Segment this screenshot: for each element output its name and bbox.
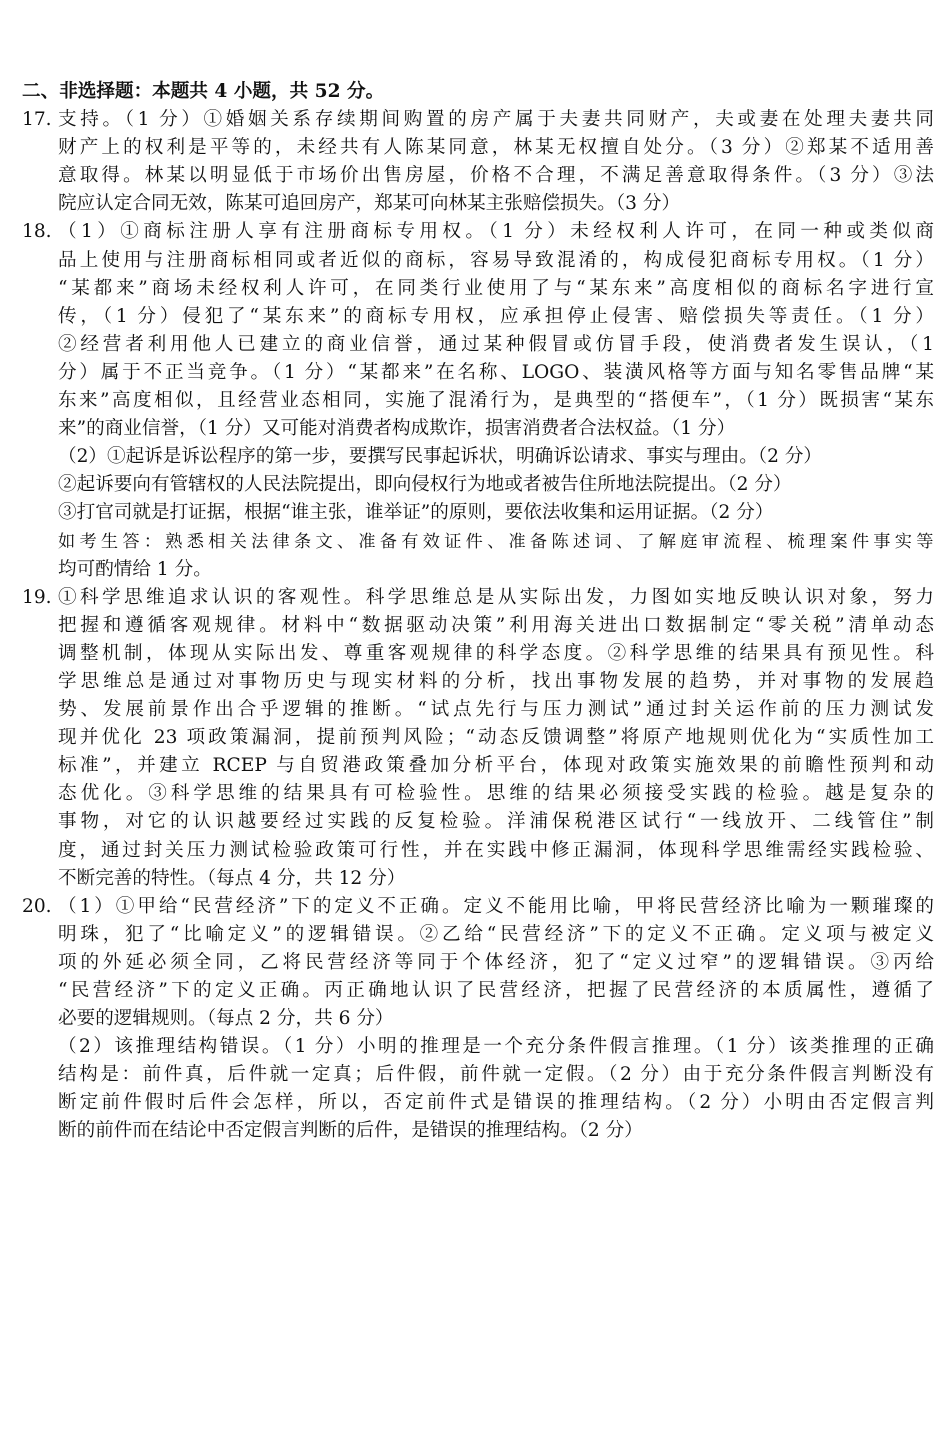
answer-line: 财产上的权利是平等的，未经共有人陈某同意，林某无权擅自处分。（3 分）②郑某不适用善: [58, 137, 934, 159]
answer-line: 断定前件假时后件会怎样，所以，否定前件式是错误的推理结构。（2 分）小明由否定假言判: [58, 1092, 934, 1114]
answer-line: 势、发展前景作出合乎逻辑的推断。“试点先行与压力测试”通过封关运作前的压力测试发: [58, 699, 934, 721]
question-number: 18.: [22, 221, 52, 243]
answer-line: （1）①商标注册人享有注册商标专用权。（1 分）未经权利人许可，在同一种或类似商: [58, 221, 934, 243]
answer-line: “某都来”商场未经权利人许可，在同类行业使用了与“某东来”高度相似的商标名字进行宣: [58, 277, 934, 299]
answer-line: 品上使用与注册商标相同或者近似的商标，容易导致混淆的，构成侵犯商标专用权。（1 分）: [58, 249, 934, 271]
answer-line: 标准”，并建立 RCEP 与自贸港政策叠加分析平台，体现对政策实施效果的前瞻性预判和动: [58, 755, 934, 777]
answer-line: 东来”高度相似，且经营业态相同，实施了混淆行为，是典型的“搭便车”，（1 分）既损害“某东: [58, 390, 934, 412]
answer-line: ③打官司就是打证据，根据“谁主张，谁举证”的原则，要依法收集和运用证据。（2 分）: [58, 502, 774, 524]
answer-line: （1）①甲给“民营经济”下的定义不正确。定义不能用比喻，甲将民营经济比喻为一颗璀璨的: [58, 895, 934, 917]
question-19: [22, 584, 934, 893]
section-title: 二、非选择题：本题共 4 小题，共 52 分。: [22, 81, 385, 102]
answer-line: 院应认定合同无效，陈某可追回房产，郑某可向林某主张赔偿损失。（3 分）: [58, 193, 681, 215]
answer-line: 不断完善的特性。（每点 4 分，共 12 分）: [58, 867, 406, 889]
scoring-note-line: 如考生答：熟悉相关法律条文、准备有效证件、准备陈述词、了解庭审流程、梳理案件事实等: [58, 531, 934, 552]
answer-line: ①科学思维追求认识的客观性。科学思维总是从实际出发，力图如实地反映认识对象，努力: [58, 586, 934, 608]
answer-line: 来”的商业信誉，（1 分）又可能对消费者构成欺诈，损害消费者合法权益。（1 分）: [58, 418, 736, 440]
answer-line: 断的前件而在结论中否定假言判断的后件，是错误的推理结构。（2 分）: [58, 1120, 643, 1142]
answer-line: 把握和遵循客观规律。材料中“数据驱动决策”利用海关进出口数据制定“零关税”清单动态: [58, 614, 934, 636]
answer-line: 支持。（1 分）①婚姻关系存续期间购置的房产属于夫妻共同财产，夫或妻在处理夫妻共同: [58, 109, 934, 131]
answer-line: 事物，对它的认识越要经过实践的反复检验。洋浦保税港区试行“一线放开、二线管住”制: [58, 811, 934, 833]
question-20: [22, 893, 934, 1146]
answer-line: 必要的逻辑规则。（每点 2 分，共 6 分）: [58, 1008, 394, 1030]
answer-line: 传，（1 分）侵犯了“某东来”的商标专用权，应承担停止侵害、赔偿损失等责任。（1 分）: [58, 305, 934, 327]
answer-line: 结构是：前件真，后件就一定真；后件假，前件就一定假。（2 分）由于充分条件假言判断没有: [58, 1064, 934, 1086]
answer-line: ②经营者利用他人已建立的商业信誉，通过某种假冒或仿冒手段，使消费者发生误认，（1: [58, 333, 934, 355]
answer-line: （2）该推理结构错误。（1 分）小明的推理是一个充分条件假言推理。（1 分）该类推理的正确: [58, 1036, 934, 1058]
answer-line: 分）属于不正当竞争。（1 分）“某都来”在名称、LOGO、装潢风格等方面与知名零售品牌“某: [58, 361, 934, 383]
answer-line: 项的外延必须全同，乙将民营经济等同于个体经济，犯了“定义过窄”的逻辑错误。③丙给: [58, 951, 934, 973]
answer-line: 态优化。③科学思维的结果具有可检验性。思维的结果必须接受实践的检验。越是复杂的: [58, 783, 934, 805]
answer-document: [22, 78, 934, 1146]
question-17: [22, 106, 934, 218]
answer-line: 现并优化 23 项政策漏洞，提前预判风险；“动态反馈调整”将原产地规则优化为“实质性加工: [58, 727, 934, 749]
answer-line: （2）①起诉是诉讼程序的第一步，要撰写民事起诉状，明确诉讼请求、事实与理由。（2 分）: [58, 446, 823, 468]
scoring-note-line: 均可酌情给 1 分。: [58, 558, 212, 580]
answer-line: 明珠，犯了“比喻定义”的逻辑错误。②乙给“民营经济”下的定义不正确。定义项与被定义: [58, 923, 934, 945]
question-number: 20.: [22, 895, 52, 917]
question-number: 17.: [22, 109, 52, 131]
question-18: [22, 218, 934, 583]
question-number: 19.: [22, 586, 52, 608]
answer-line: 学思维总是通过对事物历史与现实材料的分析，找出事物发展的趋势，并对事物的发展趋: [58, 670, 934, 692]
answer-line: “民营经济”下的定义正确。丙正确地认识了民营经济，把握了民营经济的本质属性，遵循了: [58, 980, 934, 1001]
answer-line: 意取得。林某以明显低于市场价出售房屋，价格不合理，不满足善意取得条件。（3 分）③法: [58, 165, 934, 187]
answer-line: 调整机制，体现从实际出发、尊重客观规律的科学态度。②科学思维的结果具有预见性。科: [58, 642, 934, 664]
answer-line: 度，通过封关压力测试检验政策可行性，并在实践中修正漏洞，体现科学思维需经实践检验、: [58, 839, 934, 861]
answer-line: ②起诉要向有管辖权的人民法院提出，即向侵权行为地或者被告住所地法院提出。（2 分）: [58, 474, 792, 496]
